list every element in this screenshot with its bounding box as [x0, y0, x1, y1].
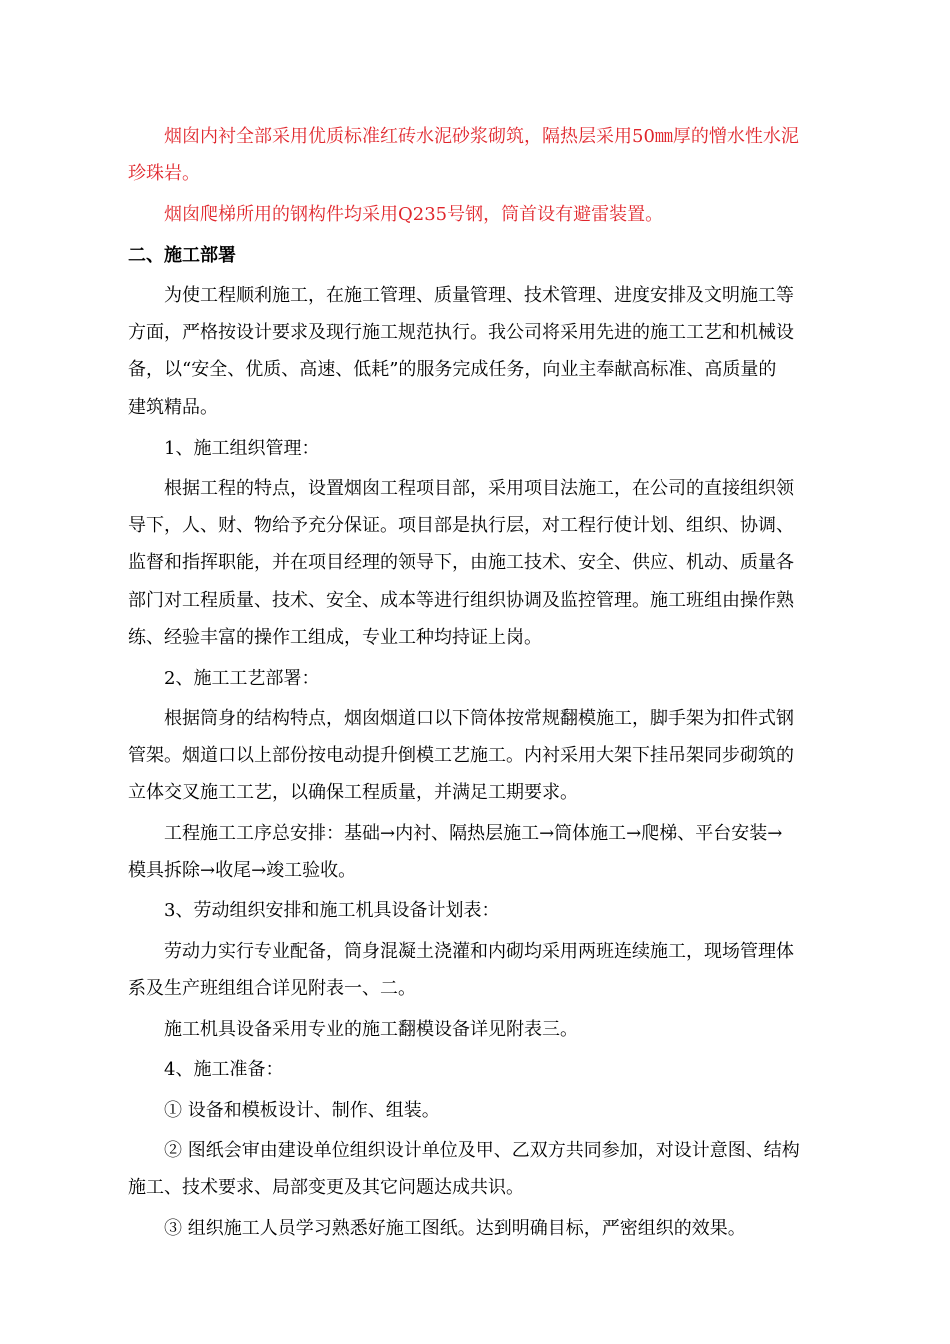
list-item: ② 图纸会审由建设单位组织设计单位及甲、乙双方共同参加，对设计意图、结构	[164, 1140, 800, 1161]
paragraph-line: 方面，严格按设计要求及现行施工规范执行。我公司将采用先进的施工工艺和机械设	[128, 322, 794, 343]
paragraph-line: 为使工程顺利施工，在施工管理、质量管理、技术管理、进度安排及文明施工等	[164, 285, 794, 306]
paragraph-line: 烟囱内衬全部采用优质标准红砖水泥砂浆砌筑，隔热层采用50㎜厚的憎水性水泥	[164, 126, 799, 147]
paragraph-line: 工程施工工序总安排：基础→内衬、隔热层施工→筒体施工→爬梯、平台安装→	[164, 823, 783, 844]
section-heading: 二、施工部署	[128, 245, 236, 266]
subsection-heading: 2、施工工艺部署：	[164, 668, 320, 689]
paragraph-line: 管架。烟道口以上部份按电动提升倒模工艺施工。内衬采用大架下挂吊架同步砌筑的	[128, 745, 794, 766]
paragraph-line: 监督和指挥职能，并在项目经理的领导下，由施工技术、安全、供应、机动、质量各	[128, 552, 794, 573]
paragraph-line: 系及生产班组组合详见附表一、二。	[128, 978, 416, 999]
subsection-heading: 1、施工组织管理：	[164, 438, 320, 459]
paragraph-line: 部门对工程质量、技术、安全、成本等进行组织协调及监控管理。施工班组由操作熟	[128, 590, 794, 611]
paragraph-line: 立体交叉施工工艺，以确保工程质量，并满足工期要求。	[128, 782, 578, 803]
list-item: ① 设备和模板设计、制作、组装。	[164, 1100, 440, 1121]
paragraph-line: 备，以“安全、优质、高速、低耗”的服务完成任务，向业主奉献高标准、高质量的	[128, 359, 777, 380]
paragraph-line: 根据筒身的结构特点，烟囱烟道口以下筒体按常规翻模施工，脚手架为扣件式钢	[164, 708, 794, 729]
subsection-heading: 4、施工准备：	[164, 1059, 284, 1080]
paragraph-line: 导下，人、财、物给予充分保证。项目部是执行层，对工程行使计划、组织、协调、	[128, 515, 794, 536]
subsection-heading: 3、劳动组织安排和施工机具设备计划表：	[164, 900, 500, 921]
paragraph-line: 建筑精品。	[128, 397, 218, 418]
paragraph-line: 烟囱爬梯所用的钢构件均采用Q235号钢，筒首设有避雷装置。	[164, 204, 664, 225]
paragraph-line: 劳动力实行专业配备，筒身混凝土浇灌和内砌均采用两班连续施工，现场管理体	[164, 941, 794, 962]
list-item: ③ 组织施工人员学习熟悉好施工图纸。达到明确目标，严密组织的效果。	[164, 1218, 746, 1239]
paragraph-line: 施工、技术要求、局部变更及其它问题达成共识。	[128, 1177, 524, 1198]
paragraph-line: 模具拆除→收尾→竣工验收。	[128, 860, 357, 881]
paragraph-line: 施工机具设备采用专业的施工翻模设备详见附表三。	[164, 1019, 578, 1040]
paragraph-line: 练、经验丰富的操作工组成，专业工种均持证上岗。	[128, 627, 542, 648]
paragraph-line: 根据工程的特点，设置烟囱工程项目部，采用项目法施工，在公司的直接组织领	[164, 478, 794, 499]
paragraph-line: 珍珠岩。	[128, 163, 200, 184]
